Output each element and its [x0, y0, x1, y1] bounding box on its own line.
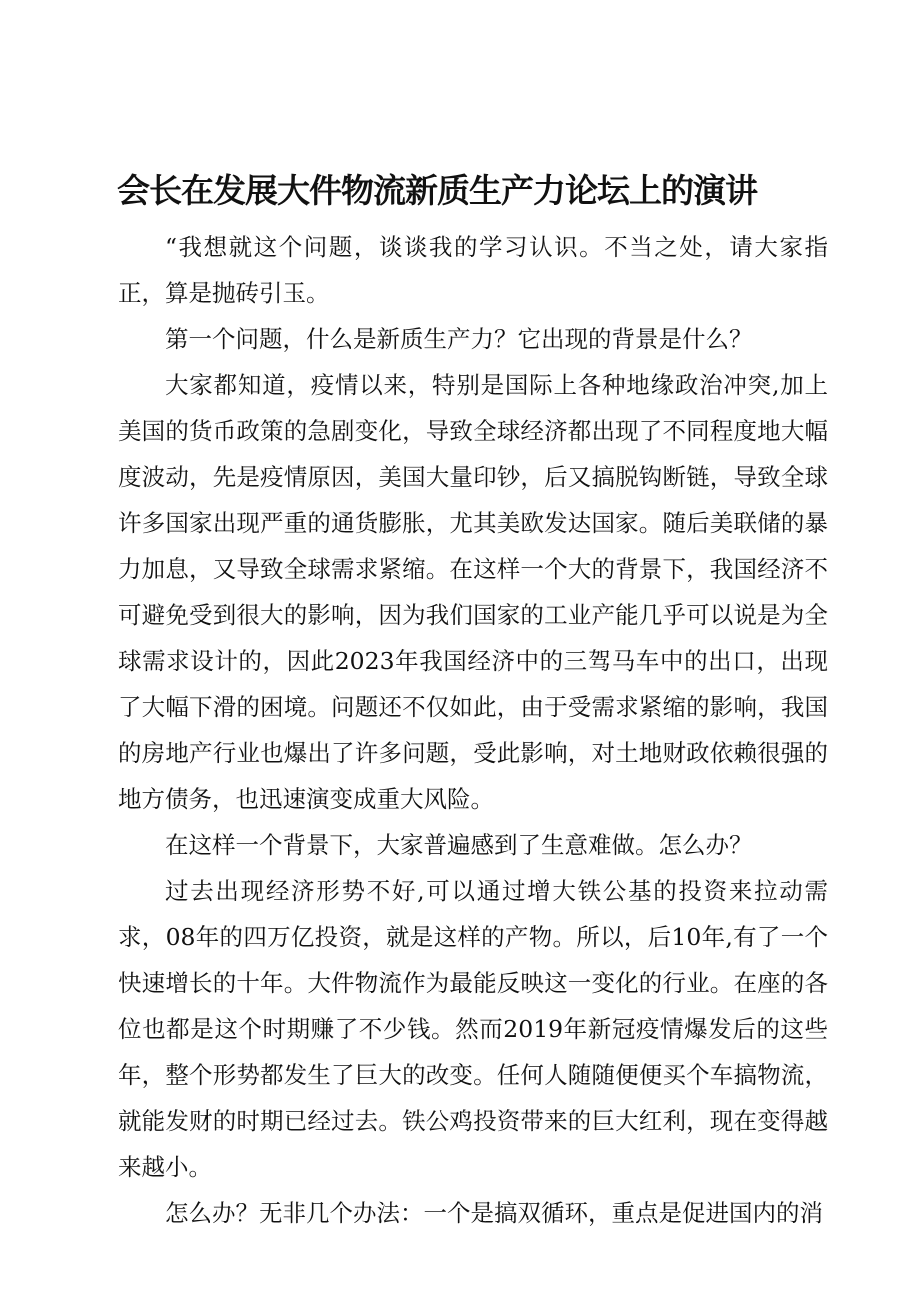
document-body [118, 224, 828, 1236]
paragraph-solutions: 怎么办？无非几个办法：一个是搞双循环，重点是促进国内的消 [165, 1199, 823, 1227]
paragraph-past-investment: 过去出现经济形势不好,可以通过增大铁公基的投资来拉动需求，08年的四万亿投资，就是这样的产物。所以，后10年,有了一个快速增长的十年。大件物流作为最能反映这一变化的行业。在座的各位也都是这个时期赚了不少钱。然而2019年新冠疫情爆发后的这些年，整个形势都发生了巨大的改变。任何人随随便便买个车搞物流，就能发财的时期已经过去。铁公鸡投资带来的巨大红利，现在变得越来越小。 [118, 877, 828, 1181]
paragraph-opening: “我想就这个问题，谈谈我的学习认识。不当之处，请大家指正，算是抛砖引玉。 [118, 233, 828, 307]
document-title: 会长在发展大件物流新质生产力论坛上的演讲 [117, 171, 757, 210]
paragraph-what-to-do: 在这样一个背景下，大家普遍感到了生意难做。怎么办？ [165, 831, 753, 859]
paragraph-background: 大家都知道，疫情以来，特别是国际上各种地缘政治冲突,加上美国的货币政策的急剧变化，导致全球经济都出现了不同程度地大幅度波动，先是疫情原因，美国大量印钞，后又搞脱钩断链，导致全球许多国家出现严重的通货膨胀，尤其美欧发达国家。随后美联储的暴力加息，又导致全球需求紧缩。在这样一个大的背景下，我国经济不可避免受到很大的影响，因为我们国家的工业产能几乎可以说是为全球需求设计的，因此2023年我国经济中的三驾马车中的出口，出现了大幅下滑的困境。问题还不仅如此，由于受需求紧缩的影响，我国的房地产行业也爆出了许多问题，受此影响，对土地财政依赖很强的地方债务，也迅速演变成重大风险。 [118, 371, 828, 813]
paragraph-question-one: 第一个问题，什么是新质生产力？它出现的背景是什么？ [165, 325, 753, 353]
